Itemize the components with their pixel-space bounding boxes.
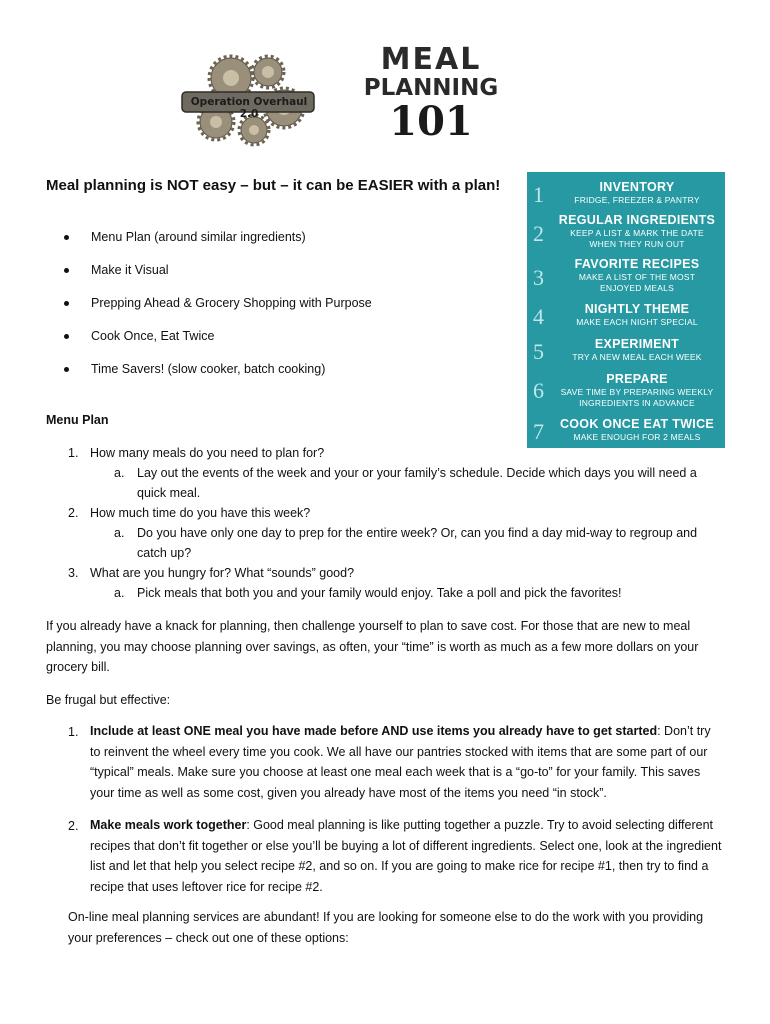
step-desc: SAVE TIME BY PREPARING WEEKLY (560, 387, 714, 397)
logo-line-101: 101 (389, 98, 473, 145)
bullet-icon (64, 235, 69, 240)
step-desc: MAKE A LIST OF THE MOST (578, 272, 696, 282)
question-text: What are you hungry for? What “sounds” good? (90, 566, 355, 580)
answer-text: catch up? (137, 546, 192, 560)
step-number: 2 (533, 221, 544, 246)
step-number: 6 (533, 378, 544, 403)
operation-overhaul-logo (176, 50, 326, 152)
answer-text: Lay out the events of the week and your or your family’s schedule. Decide which days you will need a (137, 466, 697, 480)
question-text: How much time do you have this week? (90, 506, 311, 520)
intro-paragraph: If you already have a knack for planning, then challenge yourself to plan to save cost. For those that are new to meal planning, you may choose planning over savings, as often, your “time” is worth as much as a few more dollars on your grocery bill. (46, 619, 699, 674)
answer-text: Do you have only one day to prep for the entire week? Or, can you find a day mid-way to regroup and (137, 526, 698, 540)
step-number: 4 (533, 304, 544, 329)
step-desc: TRY A NEW MEAL EACH WEEK (572, 352, 702, 362)
steps-panel (527, 172, 725, 448)
bullet-text: Prepping Ahead & Grocery Shopping with Purpose (91, 296, 372, 310)
step-title: COOK ONCE EAT TWICE (559, 417, 715, 431)
question-text: How many meals do you need to plan for? (90, 446, 325, 460)
bullet-text: Menu Plan (around similar ingredients) (91, 230, 306, 244)
logo-line-meal: MEAL (380, 42, 482, 77)
bullet-icon (64, 367, 69, 372)
bullet-text: Cook Once, Eat Twice (91, 329, 215, 343)
tip-bold-text: Make meals work together (90, 818, 247, 832)
step-number: 5 (533, 339, 544, 364)
step-desc: INGREDIENTS IN ADVANCE (579, 398, 695, 408)
tip-text: : Good meal planning is like putting together a puzzle. Try to avoid selecting different recipes that don’t fit together or else you’ll be buying a lot of different ingredients. Select one, look at the ingredient list and let that help you select recipe #2, and so on. If you are going to make rice for recipe #1, then try to find a recipe that uses leftover rice for recipe #2. (90, 818, 722, 894)
bullet-icon (64, 268, 69, 273)
tip-paragraph (90, 815, 724, 897)
tip-paragraph (90, 721, 724, 803)
bullet-text: Make it Visual (91, 263, 169, 277)
list-letter: a. (114, 526, 125, 540)
list-item (64, 230, 372, 263)
bullet-list (64, 230, 372, 395)
step-title: REGULAR INGREDIENTS (558, 213, 716, 227)
step-title: PREPARE (606, 372, 668, 386)
menu-plan-heading: Menu Plan (46, 413, 109, 427)
bullet-text: Time Savers! (slow cooker, batch cooking) (91, 362, 326, 376)
logo-line-planning: PLANNING (363, 75, 499, 101)
answer-text: Pick meals that both you and your family would enjoy. Take a poll and pick the favorites! (137, 586, 622, 600)
page-heading: Meal planning is NOT easy – but – it can be EASIER with a plan! (46, 177, 501, 194)
step-desc: MAKE ENOUGH FOR 2 MEALS (573, 432, 701, 442)
step-desc: KEEP A LIST & MARK THE DATE (570, 228, 704, 238)
step-number: 7 (533, 419, 544, 444)
step-number: 1 (533, 182, 544, 207)
tip-bold-text: Include at least ONE meal you have made before AND use items you already have to get started (90, 724, 658, 738)
list-item (64, 329, 372, 362)
bullet-icon (64, 301, 69, 306)
step-title: NIGHTLY THEME (584, 302, 690, 316)
list-number: 3. (68, 566, 79, 580)
tip-text: : Don’t try to reinvent the wheel every time you cook. We all have our pantries stocked with items that are some part of our “typical” meals. Make sure you choose at least one meal each week that is a “go-to” for your family. This saves your time as well as some cost, given you already have most of the items you need “in stock”. (90, 724, 711, 800)
logo-text: Operation Overhaul 2.0 (190, 96, 308, 120)
list-number: 1. (68, 725, 79, 739)
list-number: 2. (68, 819, 79, 833)
list-item (64, 362, 372, 395)
list-item (64, 296, 372, 329)
list-letter: a. (114, 586, 125, 600)
step-title: INVENTORY (599, 180, 675, 194)
meal-planning-101-logo (356, 44, 506, 154)
step-desc: MAKE EACH NIGHT SPECIAL (576, 317, 698, 327)
step-title: FAVORITE RECIPES (574, 257, 700, 271)
online-services-paragraph: On-line meal planning services are abundant! If you are looking for someone else to do the work with you providing your preferences – check out one of these options: (68, 910, 704, 945)
bullet-icon (64, 334, 69, 339)
step-number: 3 (533, 265, 544, 290)
frugal-line: Be frugal but effective: (46, 693, 171, 707)
step-desc: FRIDGE, FREEZER & PANTRY (574, 195, 700, 205)
step-desc: WHEN THEY RUN OUT (589, 239, 685, 249)
list-number: 1. (68, 446, 79, 460)
list-item (64, 263, 372, 296)
list-letter: a. (114, 466, 125, 480)
step-title: EXPERIMENT (594, 337, 680, 351)
step-desc: ENJOYED MEALS (600, 283, 674, 293)
list-number: 2. (68, 506, 79, 520)
answer-text: quick meal. (137, 486, 201, 500)
